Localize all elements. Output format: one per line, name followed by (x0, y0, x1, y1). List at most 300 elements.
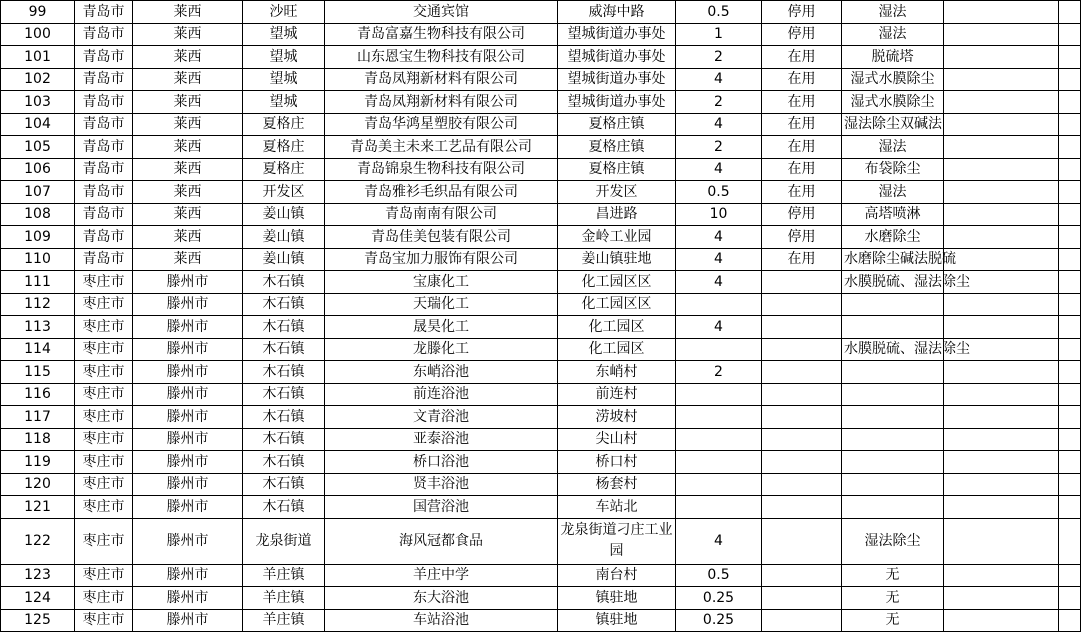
empty-cell (944, 428, 1010, 451)
empty-cell (1059, 473, 1081, 496)
town-cell: 木石镇 (243, 338, 325, 361)
address-cell: 化工园区区 (558, 293, 676, 316)
table-row (1, 587, 1081, 610)
county-cell: 莱西 (133, 181, 243, 204)
empty-cell (1059, 181, 1081, 204)
empty-cell (1010, 113, 1059, 136)
status-cell: 在用 (762, 136, 842, 159)
address-cell: 夏格庄镇 (558, 113, 676, 136)
empty-cell (1010, 451, 1059, 474)
county-cell: 滕州市 (133, 338, 243, 361)
town-cell: 羊庄镇 (243, 587, 325, 610)
city-cell: 枣庄市 (75, 451, 133, 474)
empty-cell (1010, 496, 1059, 519)
row-number-cell: 119 (1, 451, 75, 474)
city-cell: 枣庄市 (75, 518, 133, 564)
table-row (1, 91, 1081, 114)
address-cell: 化工园区区 (558, 271, 676, 294)
city-cell: 枣庄市 (75, 587, 133, 610)
capacity-cell (676, 338, 762, 361)
town-cell: 木石镇 (243, 406, 325, 429)
status-cell (762, 361, 842, 384)
status-cell: 停用 (762, 203, 842, 226)
empty-cell (1059, 316, 1081, 339)
capacity-cell: 10 (676, 203, 762, 226)
county-cell: 莱西 (133, 226, 243, 249)
empty-cell (944, 293, 1010, 316)
empty-cell (1059, 203, 1081, 226)
status-cell (762, 338, 842, 361)
city-cell: 枣庄市 (75, 338, 133, 361)
empty-cell (1010, 518, 1059, 564)
town-cell: 望城 (243, 46, 325, 69)
city-cell: 青岛市 (75, 1, 133, 24)
treatment-method-cell: 湿法 (842, 136, 944, 159)
empty-cell (1010, 428, 1059, 451)
table-row (1, 226, 1081, 249)
empty-cell (1059, 46, 1081, 69)
table-row (1, 158, 1081, 181)
town-cell: 夏格庄 (243, 158, 325, 181)
empty-cell (944, 316, 1010, 339)
town-cell: 姜山镇 (243, 203, 325, 226)
capacity-cell: 4 (676, 113, 762, 136)
unit-name-cell: 青岛锦泉生物科技有限公司 (325, 158, 558, 181)
unit-name-cell: 交通宾馆 (325, 1, 558, 24)
empty-cell (944, 361, 1010, 384)
row-number-cell: 101 (1, 46, 75, 69)
county-cell: 滕州市 (133, 451, 243, 474)
address-cell: 望城街道办事处 (558, 23, 676, 46)
status-cell (762, 473, 842, 496)
address-cell: 南台村 (558, 564, 676, 587)
table-row (1, 496, 1081, 519)
address-cell: 化工园区 (558, 316, 676, 339)
table-row (1, 338, 1081, 361)
empty-cell (1010, 609, 1059, 632)
empty-cell (1010, 226, 1059, 249)
empty-cell (1059, 496, 1081, 519)
table-row (1, 406, 1081, 429)
town-cell: 开发区 (243, 181, 325, 204)
row-number-cell: 111 (1, 271, 75, 294)
treatment-method-cell: 湿法 (842, 23, 944, 46)
empty-cell (1059, 271, 1081, 294)
status-cell (762, 496, 842, 519)
unit-name-cell: 青岛宝加力服饰有限公司 (325, 248, 558, 271)
county-cell: 滕州市 (133, 406, 243, 429)
row-number-cell: 117 (1, 406, 75, 429)
table-body (1, 1, 1081, 632)
empty-cell (1059, 587, 1081, 610)
row-number-cell: 122 (1, 518, 75, 564)
table-row (1, 248, 1081, 271)
county-cell: 莱西 (133, 91, 243, 114)
empty-cell (944, 91, 1010, 114)
row-number-cell: 125 (1, 609, 75, 632)
town-cell: 姜山镇 (243, 226, 325, 249)
county-cell: 莱西 (133, 158, 243, 181)
status-cell (762, 271, 842, 294)
address-cell: 龙泉街道刁庄工业园 (558, 518, 676, 564)
address-cell: 化工园区 (558, 338, 676, 361)
unit-name-cell: 东大浴池 (325, 587, 558, 610)
empty-cell (944, 383, 1010, 406)
row-number-cell: 110 (1, 248, 75, 271)
city-cell: 青岛市 (75, 113, 133, 136)
city-cell: 枣庄市 (75, 271, 133, 294)
county-cell: 莱西 (133, 1, 243, 24)
treatment-method-cell: 水膜脱硫、湿法除尘 (842, 271, 944, 294)
row-number-cell: 120 (1, 473, 75, 496)
county-cell: 滕州市 (133, 428, 243, 451)
address-cell: 桥口村 (558, 451, 676, 474)
empty-cell (944, 406, 1010, 429)
county-cell: 滕州市 (133, 473, 243, 496)
empty-cell (1010, 68, 1059, 91)
empty-cell (944, 564, 1010, 587)
city-cell: 青岛市 (75, 226, 133, 249)
capacity-cell (676, 496, 762, 519)
county-cell: 滕州市 (133, 316, 243, 339)
empty-cell (944, 46, 1010, 69)
table-row (1, 473, 1081, 496)
empty-cell (1010, 293, 1059, 316)
status-cell: 停用 (762, 1, 842, 24)
table-row (1, 23, 1081, 46)
empty-cell (1010, 338, 1059, 361)
status-cell (762, 609, 842, 632)
row-number-cell: 102 (1, 68, 75, 91)
status-cell (762, 316, 842, 339)
county-cell: 滕州市 (133, 609, 243, 632)
address-cell: 前连村 (558, 383, 676, 406)
city-cell: 青岛市 (75, 158, 133, 181)
treatment-method-cell (842, 428, 944, 451)
table-row (1, 609, 1081, 632)
unit-name-cell: 国营浴池 (325, 496, 558, 519)
capacity-cell: 4 (676, 68, 762, 91)
table-row (1, 203, 1081, 226)
capacity-cell: 0.5 (676, 181, 762, 204)
treatment-method-cell: 高塔喷淋 (842, 203, 944, 226)
empty-cell (1059, 136, 1081, 159)
unit-name-cell: 青岛佳美包装有限公司 (325, 226, 558, 249)
capacity-cell: 4 (676, 518, 762, 564)
empty-cell (1010, 158, 1059, 181)
unit-name-cell: 桥口浴池 (325, 451, 558, 474)
town-cell: 姜山镇 (243, 248, 325, 271)
capacity-cell: 0.5 (676, 1, 762, 24)
empty-cell (1059, 113, 1081, 136)
treatment-method-cell: 布袋除尘 (842, 158, 944, 181)
treatment-method-cell (842, 361, 944, 384)
city-cell: 青岛市 (75, 136, 133, 159)
capacity-cell: 4 (676, 226, 762, 249)
treatment-method-cell: 湿法除尘双碱法 (842, 113, 944, 136)
empty-cell (1059, 68, 1081, 91)
status-cell: 在用 (762, 46, 842, 69)
unit-name-cell: 天瑞化工 (325, 293, 558, 316)
treatment-method-cell: 无 (842, 609, 944, 632)
capacity-cell: 0.25 (676, 587, 762, 610)
capacity-cell: 0.25 (676, 609, 762, 632)
table-row (1, 136, 1081, 159)
town-cell: 羊庄镇 (243, 564, 325, 587)
address-cell: 涝坡村 (558, 406, 676, 429)
status-cell (762, 293, 842, 316)
empty-cell (944, 23, 1010, 46)
unit-name-cell: 青岛凤翔新材料有限公司 (325, 68, 558, 91)
empty-cell (944, 473, 1010, 496)
treatment-method-cell: 湿法除尘 (842, 518, 944, 564)
town-cell: 木石镇 (243, 271, 325, 294)
city-cell: 青岛市 (75, 203, 133, 226)
table-row (1, 316, 1081, 339)
capacity-cell: 4 (676, 158, 762, 181)
address-cell: 开发区 (558, 181, 676, 204)
empty-cell (944, 113, 1010, 136)
address-cell: 望城街道办事处 (558, 46, 676, 69)
address-cell: 夏格庄镇 (558, 158, 676, 181)
county-cell: 莱西 (133, 136, 243, 159)
row-number-cell: 121 (1, 496, 75, 519)
treatment-method-cell: 水磨除尘碱法脱硫 (842, 248, 944, 271)
row-number-cell: 116 (1, 383, 75, 406)
county-cell: 莱西 (133, 113, 243, 136)
row-number-cell: 108 (1, 203, 75, 226)
address-cell: 望城街道办事处 (558, 68, 676, 91)
row-number-cell: 112 (1, 293, 75, 316)
status-cell (762, 428, 842, 451)
empty-cell (1059, 226, 1081, 249)
unit-name-cell: 青岛凤翔新材料有限公司 (325, 91, 558, 114)
empty-cell (1059, 1, 1081, 24)
address-cell: 车站北 (558, 496, 676, 519)
empty-cell (944, 136, 1010, 159)
town-cell: 望城 (243, 68, 325, 91)
table-row (1, 564, 1081, 587)
county-cell: 滕州市 (133, 271, 243, 294)
unit-name-cell: 青岛南南有限公司 (325, 203, 558, 226)
city-cell: 枣庄市 (75, 473, 133, 496)
capacity-cell (676, 428, 762, 451)
city-cell: 青岛市 (75, 181, 133, 204)
capacity-cell: 4 (676, 271, 762, 294)
status-cell: 在用 (762, 158, 842, 181)
treatment-method-cell (842, 496, 944, 519)
town-cell: 夏格庄 (243, 113, 325, 136)
empty-cell (944, 609, 1010, 632)
row-number-cell: 118 (1, 428, 75, 451)
status-cell: 停用 (762, 23, 842, 46)
city-cell: 枣庄市 (75, 428, 133, 451)
table-row (1, 181, 1081, 204)
capacity-cell: 4 (676, 316, 762, 339)
capacity-cell: 0.5 (676, 564, 762, 587)
empty-cell (1059, 383, 1081, 406)
empty-cell (1059, 361, 1081, 384)
address-cell: 东峭村 (558, 361, 676, 384)
capacity-cell: 1 (676, 23, 762, 46)
county-cell: 滕州市 (133, 293, 243, 316)
treatment-method-cell (842, 451, 944, 474)
row-number-cell: 99 (1, 1, 75, 24)
empty-cell (1059, 428, 1081, 451)
status-cell: 在用 (762, 181, 842, 204)
town-cell: 望城 (243, 91, 325, 114)
city-cell: 枣庄市 (75, 564, 133, 587)
empty-cell (1010, 383, 1059, 406)
unit-name-cell: 前连浴池 (325, 383, 558, 406)
city-cell: 青岛市 (75, 23, 133, 46)
treatment-method-cell: 脱硫塔 (842, 46, 944, 69)
status-cell (762, 564, 842, 587)
table-row (1, 293, 1081, 316)
town-cell: 木石镇 (243, 293, 325, 316)
unit-name-cell: 东峭浴池 (325, 361, 558, 384)
city-cell: 枣庄市 (75, 293, 133, 316)
unit-name-cell: 山东恩宝生物科技有限公司 (325, 46, 558, 69)
empty-cell (1010, 203, 1059, 226)
treatment-method-cell (842, 473, 944, 496)
status-cell: 在用 (762, 91, 842, 114)
capacity-cell: 2 (676, 361, 762, 384)
county-cell: 莱西 (133, 203, 243, 226)
county-cell: 滕州市 (133, 587, 243, 610)
city-cell: 枣庄市 (75, 609, 133, 632)
town-cell: 木石镇 (243, 451, 325, 474)
empty-cell (1059, 293, 1081, 316)
town-cell: 沙旺 (243, 1, 325, 24)
row-number-cell: 107 (1, 181, 75, 204)
town-cell: 木石镇 (243, 473, 325, 496)
treatment-method-cell: 无 (842, 587, 944, 610)
city-cell: 青岛市 (75, 68, 133, 91)
empty-cell (1059, 338, 1081, 361)
empty-cell (1010, 473, 1059, 496)
table-row (1, 383, 1081, 406)
county-cell: 滕州市 (133, 361, 243, 384)
row-number-cell: 114 (1, 338, 75, 361)
row-number-cell: 113 (1, 316, 75, 339)
city-cell: 枣庄市 (75, 316, 133, 339)
address-cell: 望城街道办事处 (558, 91, 676, 114)
empty-cell (944, 68, 1010, 91)
empty-cell (944, 518, 1010, 564)
address-cell: 镇驻地 (558, 609, 676, 632)
table-row (1, 46, 1081, 69)
empty-cell (1010, 46, 1059, 69)
empty-cell (944, 203, 1010, 226)
capacity-cell: 2 (676, 136, 762, 159)
capacity-cell (676, 383, 762, 406)
empty-cell (1010, 406, 1059, 429)
table-row (1, 271, 1081, 294)
treatment-method-cell (842, 316, 944, 339)
capacity-cell (676, 293, 762, 316)
empty-cell (1059, 91, 1081, 114)
row-number-cell: 100 (1, 23, 75, 46)
address-cell: 金岭工业园 (558, 226, 676, 249)
county-cell: 莱西 (133, 46, 243, 69)
unit-name-cell: 青岛华鸿星塑胶有限公司 (325, 113, 558, 136)
unit-name-cell: 羊庄中学 (325, 564, 558, 587)
treatment-method-cell: 湿式水膜除尘 (842, 91, 944, 114)
table-row (1, 518, 1081, 564)
unit-name-cell: 青岛富嘉生物科技有限公司 (325, 23, 558, 46)
town-cell: 木石镇 (243, 496, 325, 519)
city-cell: 青岛市 (75, 248, 133, 271)
unit-name-cell: 龙滕化工 (325, 338, 558, 361)
empty-cell (1059, 23, 1081, 46)
empty-cell (1010, 1, 1059, 24)
empty-cell (1010, 91, 1059, 114)
unit-name-cell: 宝康化工 (325, 271, 558, 294)
status-cell (762, 406, 842, 429)
town-cell: 夏格庄 (243, 136, 325, 159)
empty-cell (944, 1, 1010, 24)
treatment-method-cell: 无 (842, 564, 944, 587)
row-number-cell: 104 (1, 113, 75, 136)
empty-cell (1010, 564, 1059, 587)
empty-cell (944, 181, 1010, 204)
unit-name-cell: 青岛美主未来工艺品有限公司 (325, 136, 558, 159)
row-number-cell: 115 (1, 361, 75, 384)
address-cell: 尖山村 (558, 428, 676, 451)
empty-cell (944, 451, 1010, 474)
unit-name-cell: 车站浴池 (325, 609, 558, 632)
status-cell (762, 518, 842, 564)
unit-name-cell: 青岛雅衫毛织品有限公司 (325, 181, 558, 204)
table-row (1, 1, 1081, 24)
county-cell: 滕州市 (133, 564, 243, 587)
county-cell: 莱西 (133, 68, 243, 91)
town-cell: 羊庄镇 (243, 609, 325, 632)
status-cell (762, 383, 842, 406)
empty-cell (944, 158, 1010, 181)
status-cell: 停用 (762, 226, 842, 249)
empty-cell (1059, 451, 1081, 474)
row-number-cell: 124 (1, 587, 75, 610)
treatment-method-cell: 水磨除尘 (842, 226, 944, 249)
table-row (1, 428, 1081, 451)
empty-cell (1010, 23, 1059, 46)
capacity-cell (676, 473, 762, 496)
status-cell (762, 587, 842, 610)
status-cell: 在用 (762, 113, 842, 136)
address-cell: 昌进路 (558, 203, 676, 226)
treatment-method-cell (842, 293, 944, 316)
status-cell: 在用 (762, 68, 842, 91)
city-cell: 青岛市 (75, 91, 133, 114)
address-cell: 姜山镇驻地 (558, 248, 676, 271)
status-cell (762, 451, 842, 474)
treatment-method-cell: 水膜脱硫、湿法除尘 (842, 338, 944, 361)
city-cell: 枣庄市 (75, 406, 133, 429)
row-number-cell: 109 (1, 226, 75, 249)
row-number-cell: 105 (1, 136, 75, 159)
county-cell: 滕州市 (133, 496, 243, 519)
table-row (1, 451, 1081, 474)
treatment-method-cell: 湿式水膜除尘 (842, 68, 944, 91)
status-cell: 在用 (762, 248, 842, 271)
empty-cell (1059, 158, 1081, 181)
town-cell: 望城 (243, 23, 325, 46)
table-row (1, 113, 1081, 136)
empty-cell (1010, 587, 1059, 610)
empty-cell (1010, 361, 1059, 384)
